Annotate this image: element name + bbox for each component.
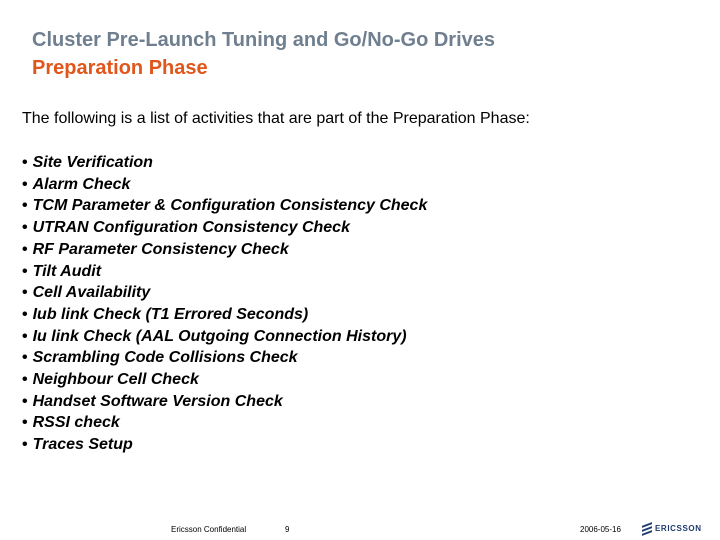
list-item-label: RF Parameter Consistency Check <box>32 240 289 258</box>
activity-list <box>22 152 427 456</box>
bullet-dot: • <box>22 219 28 237</box>
bullet-dot: • <box>22 284 28 302</box>
bullet-dot: • <box>22 349 28 367</box>
bullet-dot: • <box>22 436 28 454</box>
intro-text: The following is a list of activities that are part of the Preparation Phase: <box>22 110 530 127</box>
title-block <box>32 26 692 82</box>
list-item <box>22 347 427 369</box>
list-item-label: Neighbour Cell Check <box>32 371 199 389</box>
bullet-dot: • <box>22 154 28 171</box>
list-item <box>22 434 427 456</box>
list-item-label: Site Verification <box>32 154 153 171</box>
list-item <box>22 282 427 304</box>
list-item-label: Tilt Audit <box>32 262 102 280</box>
bullet-dot: • <box>22 371 28 389</box>
list-item-label: Alarm Check <box>32 175 131 193</box>
list-item <box>22 391 427 413</box>
bullet-dot: • <box>22 392 28 410</box>
list-item <box>22 152 427 174</box>
ericsson-logo-icon <box>642 523 652 534</box>
page-number: 9 <box>285 525 290 534</box>
bullet-dot: • <box>22 327 28 345</box>
list-item-label: Iub link Check (T1 Errored Seconds) <box>32 305 309 323</box>
bullet-dot: • <box>22 262 28 280</box>
footer-date: 2006-05-16 <box>580 525 621 534</box>
bullet-dot: • <box>22 175 28 193</box>
bullet-dot: • <box>22 414 28 432</box>
list-item-label: Iu link Check (AAL Outgoing Connection History) <box>32 327 407 345</box>
list-item <box>22 326 427 348</box>
list-item-label: UTRAN Configuration Consistency Check <box>32 219 350 237</box>
footer <box>0 519 720 540</box>
list-item <box>22 261 427 283</box>
logo-text: ERICSSON <box>655 524 702 533</box>
confidentiality-label: Ericsson Confidential <box>171 525 247 534</box>
list-item-label: Traces Setup <box>32 436 133 454</box>
list-item <box>22 412 427 434</box>
bullet-dot: • <box>22 305 28 323</box>
list-item <box>22 369 427 391</box>
list-item <box>22 174 427 196</box>
list-item-label: Handset Software Version Check <box>32 392 283 410</box>
list-item-label: RSSI check <box>32 414 120 432</box>
slide-subtitle: Preparation Phase <box>32 57 208 79</box>
bullet-dot: • <box>22 240 28 258</box>
list-item-label: Scrambling Code Collisions Check <box>32 349 298 367</box>
bullet-dot: • <box>22 197 28 215</box>
list-item <box>22 239 427 261</box>
ericsson-logo <box>642 522 716 536</box>
slide-title: Cluster Pre-Launch Tuning and Go/No-Go Drives <box>32 29 495 51</box>
list-item-label: Cell Availability <box>32 284 151 302</box>
list-item <box>22 217 427 239</box>
list-item <box>22 304 427 326</box>
list-item <box>22 195 427 217</box>
list-item-label: TCM Parameter & Configuration Consistency Check <box>32 197 428 215</box>
